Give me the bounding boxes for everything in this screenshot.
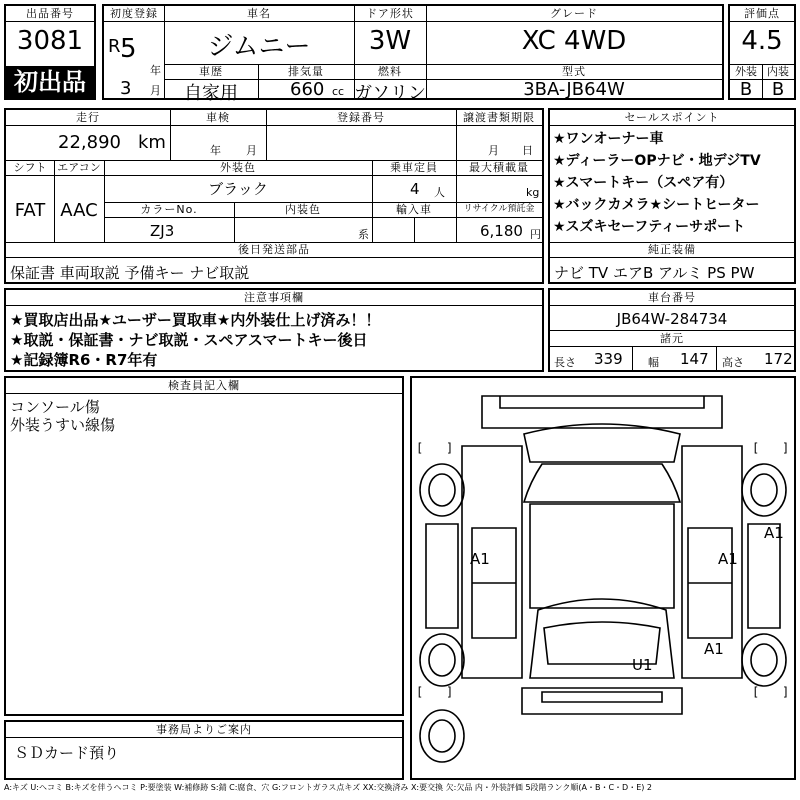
era-year: 5 <box>120 34 137 64</box>
inspection-label: 車検 <box>170 110 266 126</box>
wheel-front-right-icon <box>742 464 786 516</box>
notes-box <box>4 288 544 372</box>
office-label: 事務局よりご案内 <box>6 722 402 738</box>
inspection-month-unit: 月 <box>246 144 257 157</box>
length: 339 <box>594 350 623 368</box>
door-label: ドア形状 <box>354 6 426 22</box>
spare-tire-icon <box>420 710 464 762</box>
year-unit: 年 <box>150 64 161 77</box>
windshield-shape <box>524 464 680 502</box>
damage-mark-right-rear: A1 <box>704 640 724 658</box>
score: 4.5 <box>741 26 783 56</box>
ac-label: エアコン <box>54 160 104 176</box>
sales-point: ★バックカメラ★シートヒーター <box>553 197 760 213</box>
name-label: 車名 <box>164 6 354 22</box>
sales-label: セールスポイント <box>550 110 794 126</box>
displacement-label: 排気量 <box>258 64 354 80</box>
sales-box <box>548 108 796 284</box>
later-parts-label: 後日発送部品 <box>6 242 542 258</box>
plate-label: 登録番号 <box>266 110 456 126</box>
svg-text:[: [ <box>752 441 760 455</box>
ac: AAC <box>60 200 98 221</box>
svg-text:]: ] <box>446 685 454 699</box>
damage-mark-rear: U1 <box>632 656 653 674</box>
later-parts: 保証書 車両取説 予備キー ナビ取説 <box>10 264 250 282</box>
damage-mark-left-door: A1 <box>470 550 490 568</box>
note-line: ★記録簿R6・R7年有 <box>10 351 158 369</box>
mileage: 22,890 <box>58 132 121 153</box>
fuel-label: 燃料 <box>354 64 426 80</box>
shift-label: シフト <box>6 160 54 176</box>
svg-text:[: [ <box>416 441 424 455</box>
svg-text:]: ] <box>782 441 790 455</box>
exterior-label: 外装 <box>730 64 762 80</box>
mileage-unit: km <box>138 132 166 153</box>
door-type: 3W <box>368 26 412 56</box>
car-diagram <box>412 378 794 778</box>
model: 3BA-JB64W <box>523 79 625 100</box>
transfer-label: 譲渡書類期限 <box>456 110 542 126</box>
height: 172 <box>764 350 793 368</box>
height-label: 高さ <box>722 356 744 369</box>
inspector-line: コンソール傷 <box>10 398 100 416</box>
equipment: ナビ TV エアB アルミ PS PW <box>554 264 755 282</box>
svg-text:]: ] <box>446 441 454 455</box>
fuel: ガソリン <box>354 83 426 104</box>
era: R <box>108 36 121 57</box>
notes-label: 注意事項欄 <box>6 290 542 306</box>
recycle-label: リサイクル預託金 <box>456 202 542 218</box>
chassis-number: JB64W-284734 <box>616 310 728 328</box>
transfer-day-unit: 日 <box>522 144 533 157</box>
chassis-label: 車台番号 <box>550 290 794 306</box>
inspector-label: 検査員記入欄 <box>6 378 402 394</box>
capacity-unit: 人 <box>434 186 445 199</box>
reg-month: 3 <box>120 78 132 99</box>
sales-point: ★スマートキー（スペア有） <box>553 175 734 191</box>
interior-color-label: 内装色 <box>234 202 372 218</box>
history: 自家用 <box>184 83 238 104</box>
roof-shape <box>530 504 674 608</box>
damage-mark-right-fender: A1 <box>764 524 784 542</box>
mileage-label: 走行 <box>6 110 170 126</box>
car-name: ジムニー <box>207 32 311 62</box>
import-label: 輸入車 <box>372 202 456 218</box>
inspector-line: 外装うすい線傷 <box>10 416 116 434</box>
svg-text:[: [ <box>416 685 424 699</box>
color-label: 外装色 <box>104 160 372 176</box>
score-label: 評価点 <box>730 6 794 22</box>
wheel-rear-right-icon <box>742 634 786 686</box>
color-no: ZJ3 <box>150 222 175 240</box>
lot-label: 出品番号 <box>6 6 94 22</box>
capacity: 4 <box>410 180 420 198</box>
displacement: 660 <box>290 79 325 100</box>
specs-box <box>4 108 544 284</box>
exterior-color: ブラック <box>208 180 268 198</box>
color-no-label: カラーNo. <box>104 202 234 218</box>
model-label: 型式 <box>426 64 722 80</box>
width-label: 幅 <box>648 356 659 369</box>
lot-box <box>4 4 96 100</box>
grade: XC 4WD <box>521 26 627 56</box>
sales-point: ★ワンオーナー車 <box>553 131 664 147</box>
damage-mark-right-door: A1 <box>718 550 738 568</box>
legend: A:キズ U:ヘコミ B:キズを伴うヘコミ P:要塗装 W:補修跡 S:錆 C:腐食、穴 G:フロントガラス点キズ XX:交換済み X:要交換 欠:欠品 内・外装評価 5段階ランク順(A・B・C・D・E) 2 <box>4 783 653 792</box>
history-label: 車歴 <box>164 64 258 80</box>
interior-label: 内装 <box>762 64 794 80</box>
chassis-box <box>548 288 796 372</box>
month-unit: 月 <box>150 84 161 97</box>
load-label: 最大積載量 <box>456 160 542 176</box>
dims-label: 諸元 <box>550 330 794 347</box>
exterior-grade: B <box>739 79 753 100</box>
shift: FAT <box>14 200 46 221</box>
note-line: ★買取店出品★ユーザー買取車★内外装仕上げ済み！！ <box>10 311 381 329</box>
inspector-lines <box>10 398 115 434</box>
recycle-unit: 円 <box>530 228 541 241</box>
inspector-box <box>4 376 404 716</box>
notes-lines <box>10 310 380 370</box>
svg-text:[: [ <box>752 685 760 699</box>
svg-text:]: ] <box>782 685 790 699</box>
recycle-fee: 6,180 <box>480 222 523 240</box>
equipment-label: 純正装備 <box>550 242 794 258</box>
wheel-rear-left-icon <box>420 634 464 686</box>
sales-point: ★ディーラーOPナビ・地デジTV <box>553 153 761 169</box>
office-text: ＳＤカード預り <box>14 744 120 762</box>
wheel-front-left-icon <box>420 464 464 516</box>
rear-bumper-shape <box>522 688 682 714</box>
hood-shape <box>524 424 680 462</box>
sales-point: ★スズキセーフティーサポート <box>553 219 746 235</box>
note-line: ★取説・保証書・ナビ取説・スペアスマートキー後日 <box>10 331 368 349</box>
transfer-month-unit: 月 <box>488 144 499 157</box>
interior-grade: B <box>771 79 785 100</box>
score-box <box>728 4 796 100</box>
sales-points <box>553 128 761 238</box>
load-unit: kg <box>526 186 540 199</box>
damage-diagram-box <box>410 376 796 780</box>
header-box <box>102 4 724 104</box>
interior-unit: 系 <box>358 228 369 241</box>
reg-label: 初度登録 <box>104 6 164 22</box>
length-label: 長さ <box>554 356 576 369</box>
displacement-unit: cc <box>332 85 345 98</box>
first-listing-badge: 初出品 <box>6 66 94 98</box>
lot-number: 3081 <box>16 26 84 56</box>
inspection-year-unit: 年 <box>210 144 221 157</box>
grade-label: グレード <box>426 6 722 22</box>
width: 147 <box>680 350 709 368</box>
capacity-label: 乗車定員 <box>372 160 456 176</box>
office-box <box>4 720 404 780</box>
